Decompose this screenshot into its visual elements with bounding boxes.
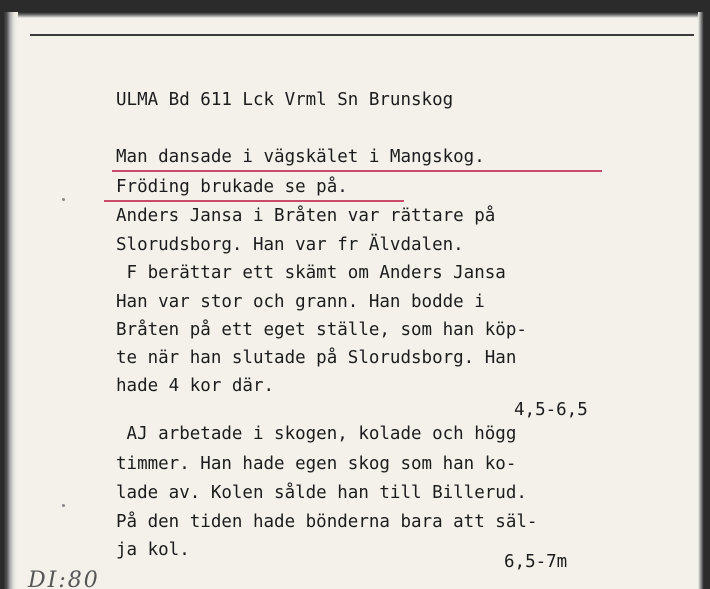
paper-speck: [62, 504, 65, 507]
red-underline-1: [112, 170, 602, 172]
red-underline-2: [104, 200, 404, 202]
card-left-edge: [4, 12, 18, 589]
text-line-2: Fröding brukade se på.: [116, 177, 348, 197]
handwritten-note: DI:80: [28, 568, 100, 589]
text-line-14: ja kol.: [116, 540, 190, 560]
card-right-edge: [698, 12, 704, 589]
text-line-1: Man dansade i vägskälet i Mangskog.: [116, 147, 485, 167]
text-line-13: På den tiden hade bönderna bara att säl-: [116, 512, 538, 532]
top-rule: [30, 34, 694, 36]
text-line-7: Bråten på ett eget ställe, som han köp-: [116, 320, 527, 340]
text-line-4: Slorudsborg. Han var fr Älvdalen.: [116, 235, 464, 255]
archive-card: [4, 12, 704, 589]
text-line-10: AJ arbetade i skogen, kolade och högg: [116, 424, 517, 444]
reference-number-2: 6,5-7m: [504, 552, 568, 572]
text-line-12: lade av. Kolen sålde han till Billerud.: [116, 483, 527, 503]
reference-number-1: 4,5-6,5: [514, 400, 588, 420]
text-line-11: timmer. Han hade egen skog som han ko-: [116, 454, 517, 474]
paper-speck: [62, 198, 65, 201]
text-line-5: F berättar ett skämt om Anders Jansa: [116, 263, 506, 283]
text-line-9: hade 4 kor där.: [116, 376, 275, 396]
text-line-6: Han var stor och grann. Han bodde i: [116, 292, 485, 312]
card-top-edge: [4, 12, 704, 18]
text-line-8: te när han slutade på Slorudsborg. Han: [116, 348, 517, 368]
card-header: ULMA Bd 611 Lck Vrml Sn Brunskog: [116, 90, 454, 110]
text-line-3: Anders Jansa i Bråten var rättare på: [116, 206, 496, 226]
